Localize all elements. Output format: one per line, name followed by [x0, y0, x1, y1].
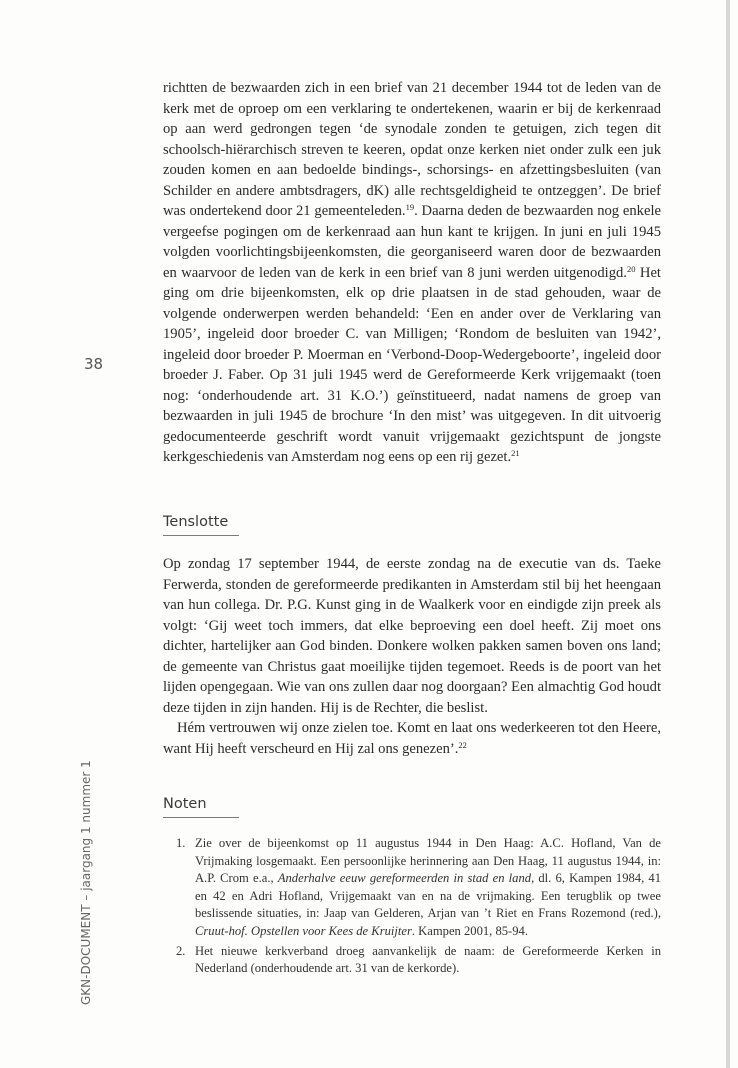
heading-rule [163, 817, 239, 818]
paragraph-intro [163, 78, 661, 468]
note-text: Zie over de bijeenkomst op 11 augustus 1944 in Den Haag: A.C. Hofland, Van de Vrijmaking losgemaakt. Een persoonlijke herinnering aan Den Haag, 11 augustus 1944, in: A.P. Crom e.a., [195, 836, 661, 886]
text-run: . Daarna deden de bezwaarden nog enkele vergeefse pogingen om de kerkenraad aan hun kant te krijgen. In juni en juli 1945 volgden voorlichtingsbijeenkomsten, die georganiseerd waren door de bezwaarden en waarvoor de leden van de kerk in een brief van 8 juni werden uitgenodigd. [163, 203, 661, 281]
footnote-ref[interactable]: 20 [626, 263, 636, 274]
heading-label: Tenslotte [163, 514, 229, 530]
footnote-ref[interactable]: 21 [511, 448, 520, 458]
text-run: richtten de bezwaarden zich in een brief van 21 december 1944 tot de leden van de kerk met de oproep om een verklaring te ondertekenen, waarin er bij de kerkenraad op aan werd gedrongen tegen ‘de synodale zonden te getuigen, zich tegen dit schoolsch-hiërarchisch streven te keeren, opdat onze kerken niet onder zulk een juk zouden komen en aan bedoelde bindings-, schorsings- en afzettingsbesluiten (van Schilder en andere ambtsdragers, dK) alle rechtsgeldigheid te ontzeggen’. De brief was ondertekend door 21 gemeenteleden. [163, 80, 661, 219]
page-number: 38 [84, 355, 104, 373]
note-number: 1. [176, 836, 186, 850]
note-text: , dl. 6, Kampen 1984, 41 en 42 en Adri Hofland, Vrijgemaakt van en na de vrijmaking. Een terugblik op twee beslissende situaties, in: Jaap van Gelderen, Arjan van ’t Riet en Frans Rozemond (red.), [195, 871, 662, 921]
note-item [163, 835, 661, 941]
note-number: 2. [176, 943, 186, 958]
note-text: Het nieuwe kerkverband droeg aanvankelijk de naam: de Gereformeerde Kerken in Nederland (onderhoudende art. 31 van de kerkorde). [195, 943, 661, 976]
heading-label: Noten [163, 796, 207, 812]
note-title: Anderhalve eeuw gereformeerden in stad en land [277, 871, 532, 886]
notes-list [163, 835, 661, 980]
text-run: Hém vertrouwen wij onze zielen toe. Komt en laat ons wederkeeren tot den Heere, want Hij heeft verscheurd en Hij zal ons genezen’. [163, 720, 661, 757]
section-heading-tenslotte [163, 514, 243, 530]
note-title: Cruut-hof. Opstellen voor Kees de Kruijter [195, 923, 412, 938]
footnote-ref[interactable]: 22 [458, 739, 467, 750]
heading-rule [163, 535, 239, 536]
paragraph-tenslotte-1: Op zondag 17 september 1944, de eerste zondag na de executie van ds. Taeke Ferwerda, stonden de gereformeerde predikanten in Amsterdam stil bij het heengaan van hun collega. Dr. P.G. Kunst ging in de Waalkerk voor en eindigde zijn preek als volgt: ‘Gij weet toch immers, dat elke beproeving een doel heeft. Zij moet ons dichter, hartelijker aan God binden. Donkere wolken pakken samen boven ons land; de gemeente van Christus gaat moeilijke tijden tegemoet. Reeds is de poort van het lijden opengegaan. Wie van ons zullen daar nog doorgaan? Een almachtig God houdt deze tijden in zijn handen. Hij is de Rechter, die beslist. [163, 556, 661, 716]
note-text: . Kampen 2001, 85-94. [411, 923, 528, 938]
body-paragraph [163, 78, 661, 468]
footnote-ref[interactable]: 19 [405, 202, 415, 212]
text-run: Het ging om drie bijeenkomsten, elk op drie plaatsen in de stad gehouden, waar de volgende onderwerpen werden behandeld: ‘Een en ander over de Verklaring van 1905’, ingeleid door broeder C. van Milligen; ‘Rondom de besluiten van 1942’, ingeleid door broeder P. Moerman en ‘Verbond-Doop-Wedergeboorte’, ingeleid door broeder J. Faber. Op 31 juli 1945 werd de Gereformeerde Kerk vrijgemaakt (toen nog: ‘onderhoudende art. 31 K.O.’) geïnstitueerd, nadat namens de groep van bezwaarden in juli 1945 de brochure ‘In den mist’ was uitgegeven. In dit uitvoerig gedocumenteerde geschrift wordt vanuit vrijgemaakt gezichtspunt de jongste kerkgeschiedenis van Amsterdam nog eens op een rij gezet. [163, 264, 661, 465]
section-heading-noten [163, 796, 243, 812]
note-item [163, 943, 661, 978]
page-edge [726, 0, 730, 1068]
running-head: GKN-DOCUMENT – jaargang 1 nummer 1 [79, 760, 93, 1005]
paragraph-tenslotte-2 [163, 718, 661, 759]
tenslotte-section [163, 554, 661, 759]
